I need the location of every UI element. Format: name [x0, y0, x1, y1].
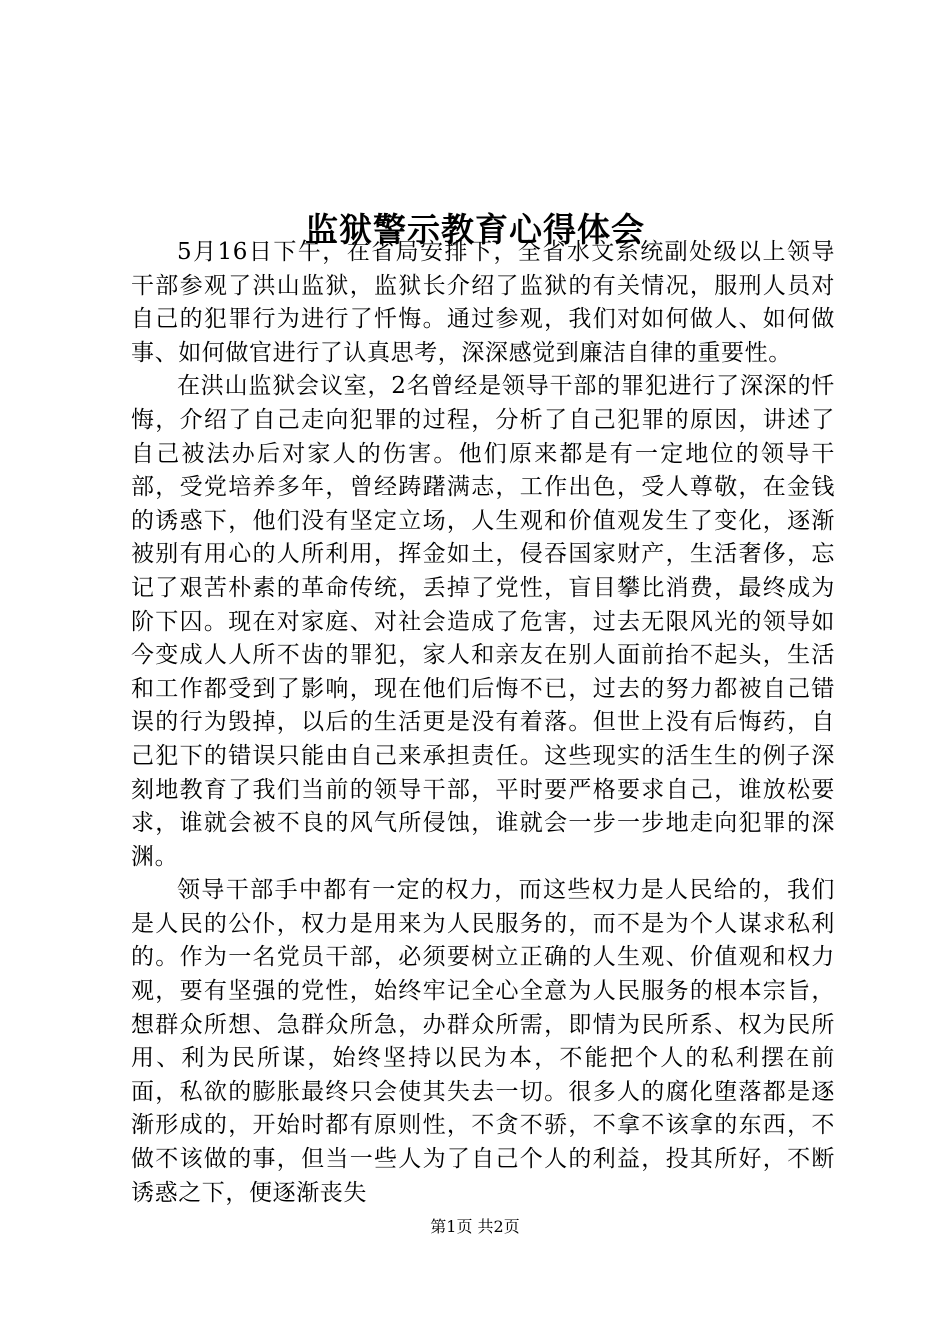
- paragraph: 5月16日下午，在省局安排下，全省水文系统副处级以上领导干部参观了洪山监狱，监狱长介绍了监狱的有关情况，服刑人员对自己的犯罪行为进行了忏悔。通过参观，我们对如何做人、如何做事、如何做官进行了认真思考，深深感觉到廉洁自律的重要性。: [131, 239, 835, 366]
- paragraph: 在洪山监狱会议室，2名曾经是领导干部的罪犯进行了深深的忏悔，介绍了自己走向犯罪的过程，分析了自己犯罪的原因，讲述了自己被法办后对家人的伤害。他们原来都是有一定地位的领导干部，受党培养多年，曾经踌躇满志，工作出色，受人尊敬，在金钱的诱惑下，他们没有坚定立场，人生观和价值观发生了变化，逐渐被别有用心的人所利用，挥金如土，侵吞国家财产，生活奢侈，忘记了艰苦朴素的革命传统，丢掉了党性，盲目攀比消费，最终成为阶下囚。现在对家庭、对社会造成了危害，过去无限风光的领导如今变成人人所不齿的罪犯，家人和亲友在别人面前抬不起头，生活和工作都受到了影响，现在他们后悔不已，过去的努力都被自己错误的行为毁掉，以后的生活更是没有着落。但世上没有后悔药，自己犯下的错误只能由自己来承担责任。这些现实的活生生的例子深刻地教育了我们当前的领导干部，平时要严格要求自己，谁放松要求，谁就会被不良的风气所侵蚀，谁就会一步一步地走向犯罪的深渊。: [131, 373, 835, 870]
- document-body: [131, 236, 835, 1210]
- document-title: 监狱警示教育心得体会: [305, 210, 645, 250]
- page-number-footer: 第1页 共2页: [430, 1217, 520, 1236]
- paragraph: 领导干部手中都有一定的权力，而这些权力是人民给的，我们是人民的公仆，权力是用来为人民服务的，而不是为个人谋求私利的。作为一名党员干部，必须要树立正确的人生观、价值观和权力观，要有坚强的党性，始终牢记全心全意为人民服务的根本宗旨，想群众所想、急群众所急，办群众所需，即情为民所系、权为民所用、利为民所谋，始终坚持以民为本，不能把个人的私利摆在前面，私欲的膨胀最终只会使其失去一切。很多人的腐化堕落都是逐渐形成的，开始时都有原则性，不贪不骄，不拿不该拿的东西，不做不该做的事，但当一些人为了自己个人的利益，投其所好，不断诱惑之下，便逐渐丧失: [131, 877, 835, 1206]
